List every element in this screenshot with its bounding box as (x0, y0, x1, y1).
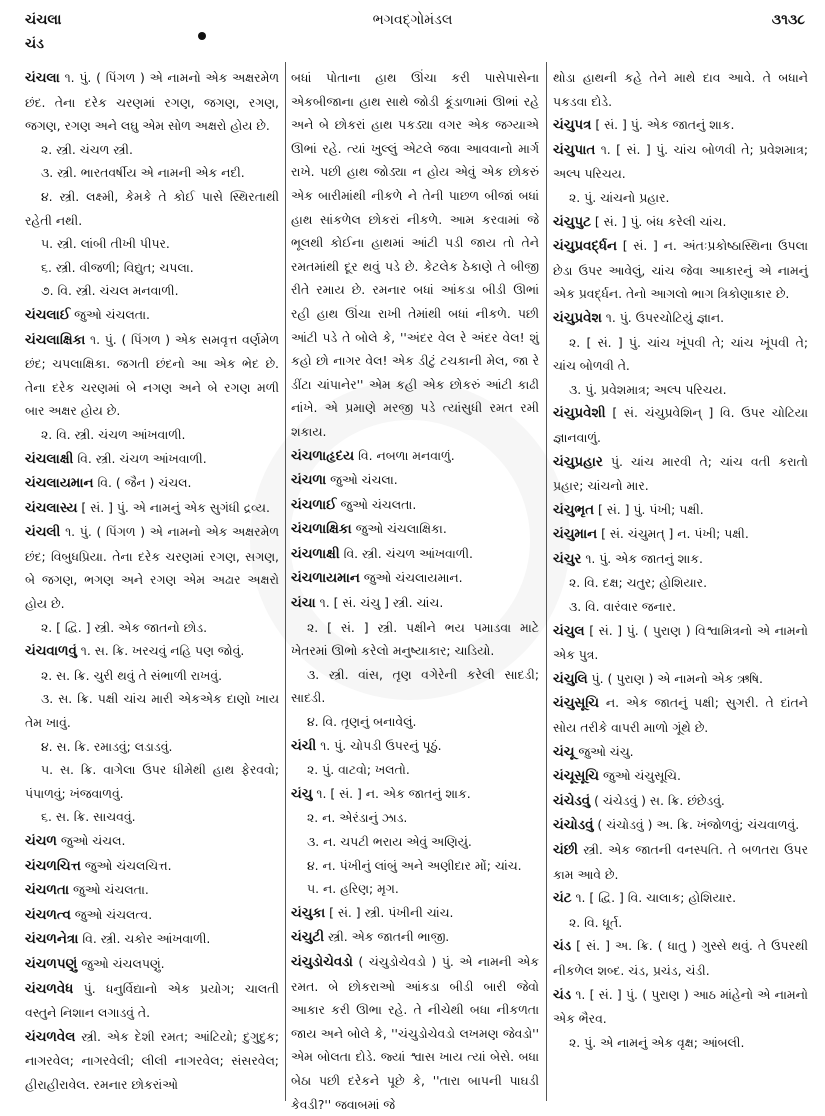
dictionary-entry (25, 878, 279, 903)
definition-text: ૧. પું. ( પિંગળ ) એ નામનો એક અક્ષરમેળ છંદ; વિબુધપ્રિયા. તેના દરેક ચરણમાં રગણ, સગણ, બે જગણ, ભગણ અને રગણ એમ અઢાર અક્ષરો હોય છે. (25, 524, 279, 612)
headword: ચંચુપ્રહાર (553, 454, 603, 470)
dictionary-entry (553, 764, 808, 789)
column-2 (291, 66, 539, 1116)
definition-text: ૧. [ સં. ] પું. ચાંચ બોળવી તે; પ્રવેશમાત્ર; અલ્પ પરિચય. (553, 141, 808, 182)
definition-text: ૧. [ સં. ચંચુ ] સ્ત્રી. ચાંચ. (319, 595, 444, 611)
definition-text: ૧. પું. ચોપડી ઉપરનું પૂઠું. (320, 737, 442, 753)
headword: ચંચળાઈ (291, 497, 337, 513)
dictionary-entry (553, 306, 808, 331)
entry-sense (553, 1031, 808, 1055)
headword: ચંચેડવું (553, 793, 591, 809)
headword: ચંચુપત્ર (553, 118, 592, 134)
headword: ચંચળા (291, 473, 327, 489)
dictionary-entry (291, 444, 539, 469)
entry-sense (553, 66, 808, 113)
headword: ચંચલી (25, 525, 61, 541)
entry-sense (25, 185, 279, 232)
headword: ચંચુપુટ (553, 214, 591, 230)
dictionary-entry (25, 496, 279, 521)
dictionary-entry (553, 983, 808, 1031)
definition-text: જુઓ ચંચલાયમાન. (363, 570, 463, 586)
entry-sense (25, 138, 279, 162)
dictionary-entry (25, 447, 279, 472)
definition-text: [ સં. ] પું. બંધ કરેલી ચાંચ. (594, 213, 727, 229)
dictionary-entry (291, 782, 539, 807)
headword: ચંચુલ (553, 623, 585, 639)
dictionary-entry (553, 522, 808, 547)
dictionary-entry (553, 886, 808, 911)
entry-sense (25, 256, 279, 280)
headword: ચંચૂ (553, 744, 575, 760)
headword: ચંચુટી (291, 930, 325, 946)
definition-text: જુઓ ચંચલા. (330, 472, 398, 488)
headword: ચંચળતા (25, 883, 70, 899)
headword: ચંચવાળવું (25, 644, 77, 660)
headword: ચંચલાક્ષિકા (25, 332, 86, 348)
column-3 (553, 66, 808, 1054)
headword: ચંચુપ્રવેશી (553, 406, 606, 422)
definition-text: [ સં. ચંચુમત્ ] ન. પંખી; પક્ષી. (601, 526, 749, 542)
definition-text: ૧. [ સં. ] ન. એક જાતનું શાક. (316, 785, 471, 801)
dictionary-entry (553, 789, 808, 814)
definition-text: ૨. પું. એ નામનું એક વૃક્ષ; આંબલી. (569, 1034, 745, 1050)
headword: ચંચુપ્રવેશ (553, 310, 602, 326)
headword: ચંચુર (553, 551, 582, 567)
headword: ચંચળાયમાન (291, 571, 360, 587)
definition-text: ૪. વિ. તૃણનું બનાવેલું. (307, 714, 417, 730)
dictionary-entry (25, 471, 279, 496)
headword: ચંચલાઈ (25, 307, 71, 323)
definition-text: [ સં. ] સ્ત્રી. પંખીની ચાંચ. (329, 904, 454, 920)
dictionary-entry (291, 542, 539, 567)
page-title: ભગવદ્ગોમંડલ (372, 12, 453, 28)
column-divider (546, 62, 547, 1101)
definition-text: ૩. સ. ક્રિ. પક્ષી ચાંચ મારી એકએક દાણો ખાય તેમ ખાવું. (25, 691, 279, 731)
definition-text: [ સં. ] ન. અંતઃપ્રકોષ્ઠાસ્થિના ઉપલા છેડા ઉપર આવેલું, ચાંચ જેવા આકારનું એ નામનું એક પ્રવર્દ્ધન. તેનો આગલો ભાગ ત્રિકોણાકાર છે. (553, 238, 808, 302)
definition-text: વિ. સ્ત્રી. ચંચળ આંખવાળી. (343, 545, 473, 561)
dictionary-entry (25, 303, 279, 328)
dictionary-entry (25, 1025, 279, 1097)
definition-text: [ સં. ચંચુપ્રવેશિન્ ] વિ. ઉપર ચોટિયા જ્ઞાનવાળું. (553, 405, 808, 445)
headword: ચંચુ (291, 786, 313, 802)
entry-sense (291, 877, 539, 901)
definition-text: બધાં પોતાના હાથ ઊંચા કરી પાસેપાસેના એકબીજાના હાથ સાથે જોડી કૂંડાળામાં ઊભાં રહે અને બે છોકરાં હાથ પકડ્યા વગર એક જગ્યાએ ઊભાં રહે. ત્યાં ખુલ્લું એટલે જવા આવવાનો માર્ગ રાખે. પછી હાથ જોડ્યા ન હોય એવું એક છોકરું એક બારીમાંથી નીકળે ને તેની પાછળ બીજાં બધાં હાથ સાંકળેલ છોકરાં નીકળે. આમ કરવામાં જે ભૂલથી કોઈના હાથમાં આંટી પડી જાય તો તેને રમતમાંથી દૂર થવું પડે છે. કેટલેક ઠેકાણે તે બીજી રીતે રમાય છે. રમનાર બધાં આંકડા બીડી ઊભાં રહી હાથ ઊંચા રાખી તેમાંથી બધાં નીકળે. પછી આંટી પડે તે બોલે કે, ''અંદર વેલ રે અંદર વેલ! શું કહો છો નાગર વેલ! એક ડીટું ટચકાની મેલ, જા રે ડીંટા ચાંપાનેર'' એમ કહી એક છોકરું આંટી કાઢી નાંખે. એ પ્રમાણે મરજી પડે ત્યાંસુધી રમત રમી શકાય. (291, 70, 539, 439)
definition-text: [ સં. ] પું. પંખી; પક્ષી. (597, 501, 704, 517)
definition-text: ૬. સ્ત્રી. વીજળી; વિદ્યુત; ચપલા. (41, 259, 194, 275)
definition-text: ૧. પું. ઉપરચોટિયું જ્ઞાન. (605, 309, 725, 325)
headword: ચંડ (553, 939, 572, 955)
headword: ચંચી (291, 738, 317, 754)
definition-text: વિ. સ્ત્રી. ચકોર આંખવાળી. (82, 931, 211, 947)
entry-sense (553, 571, 808, 595)
definition-text: ૪. ન. પંખીનું લાંબું અને અણીદાર મોં; ચાંચ. (307, 857, 522, 873)
entry-sense (291, 854, 539, 878)
definition-text: [ સં. ] પું. એ નામનું એક સુગંધી દ્રવ્ય. (81, 499, 270, 515)
headword: ચંચળાક્ષી (291, 546, 340, 562)
definition-text: ૩. સ્ત્રી. ભારતવર્ષીય એ નામની એક નદી. (41, 165, 245, 181)
headword: ચંચોડવું (553, 818, 594, 834)
headword: ચંચળ (25, 834, 57, 849)
definition-text: ૨. પું. વાટવો; ખલતો. (307, 762, 410, 778)
definition-text: ( ચંચોડવું ) અ. ક્રિ. ખંજોળવું; ચંચવાળવું. (597, 817, 800, 833)
definition-text: ૧. [ દ્વિ. ] વિ. ચાલાક; હોશિયાર. (575, 890, 737, 906)
definition-text: ન. એક જાતનું પક્ષી; સુગરી. તે દાંતને સોય તરીકે વાપરી માળો ગૂંથે છે. (553, 695, 808, 736)
page-number: ૩૧૩૮ (771, 12, 805, 28)
headword: ચંચુલિ (553, 671, 588, 687)
dictionary-entry (291, 591, 539, 616)
definition-text: ૨. [ દ્વિ. ] સ્ત્રી. એક જાતનો છોડ. (41, 619, 208, 635)
entry-sense (25, 279, 279, 303)
dictionary-entry (25, 927, 279, 952)
definition-text: ૩. ન. ચપટી ભરાય એવું અણિયું. (307, 834, 472, 849)
entry-sense (553, 378, 808, 402)
definition-text: સ્ત્રી. એક દેશી રમત; આંટિયો; દુગુદુક; નાગરવેલ; નાગરવેલી; લીલી નાગરવેલ; સંસરવેલ; હીરાહીરાવેલ. રમનાર છોકરાંઓ (25, 1028, 279, 1092)
entry-sense (25, 232, 279, 256)
entry-sense (291, 830, 539, 854)
definition-text: પું. ધનુર્વિદ્યાનો એક પ્રયોગ; ચાલતી વસ્તુને નિશાન લગાડવું તે. (25, 980, 279, 1021)
definition-text: જુઓ ચંચલ. (60, 833, 126, 848)
headword: ચંચૂસૂચિ (553, 769, 600, 785)
headword: ચંચા (291, 596, 316, 612)
definition-text: ૨. પું. ચાંચનો પ્રહાર. (569, 189, 670, 205)
definition-text: ૨. [ સં. ] સ્ત્રી. પક્ષીને ભય પમાડવા માટે ખેતરમાં ઊભો કરેલો મનુષ્યાકાર; ચાડિયો. (291, 619, 539, 659)
dictionary-entry (25, 520, 279, 615)
dictionary-entry (553, 619, 808, 667)
headword: ચંચળપણું (25, 956, 78, 972)
headword: ચંછી (553, 843, 578, 858)
definition-text: વિ. સ્ત્રી. ચંચળ આંખવાળી. (77, 450, 207, 466)
dictionary-entry (553, 450, 808, 498)
dictionary-entry (553, 498, 808, 523)
headword: ચંચલાસ્ય (25, 500, 78, 516)
entry-sense (25, 735, 279, 759)
entry-sense (291, 806, 539, 830)
definition-text: ૨. વિ. ધૂર્ત. (569, 914, 623, 930)
headword: ચંચુડોચેવડો (291, 954, 353, 970)
definition-text: ૪. સ્ત્રી. લક્ષ્મી, કેમકે તે કોઈ પાસે સ્થિરતાથી રહેતી નથી. (25, 188, 279, 228)
entry-sense (291, 758, 539, 782)
definition-text: [ સં. ] પું. એક જાતનું શાક. (595, 117, 735, 133)
headword: ચંચલાયમાન (25, 476, 94, 492)
dictionary-entry (553, 401, 808, 449)
dictionary-entry (291, 517, 539, 542)
definition-text: ૧. સ. ક્રિ. ખરચવું નહિ પણ જોવું. (80, 643, 245, 659)
dictionary-entry (553, 113, 808, 138)
definition-text: જુઓ ચંચલતા. (72, 882, 149, 898)
headword: ચંચુમાન (553, 527, 598, 543)
entry-sense (25, 758, 279, 805)
headword: ચંડ (553, 987, 572, 1003)
definition-text: ૩. પું. પ્રવેશમાત્ર; અલ્પ પરિચય. (569, 381, 727, 397)
definition-text: ૨. વિ. સ્ત્રી. ચંચળ આંખવાળી. (41, 426, 186, 442)
entry-sense (553, 186, 808, 210)
dictionary-entry (553, 740, 808, 765)
headword: ચંચલા (25, 71, 60, 86)
dictionary-entry (553, 667, 808, 692)
headword: ચંટ (553, 891, 572, 907)
headword: ચંચળચિત્ત (25, 858, 81, 874)
definition-text: ૬. સ. ક્રિ. સાચવવું. (41, 809, 136, 825)
definition-text: જુઓ ચંચલતા. (74, 306, 150, 322)
definition-text: જુઓ ચંચલતા. (340, 496, 417, 512)
headword: ચંચુપ્રવર્દ્ધન (553, 239, 617, 255)
definition-text: ( ચંચુડોચેવડો ) પું. એ નામની એક રમત. બે છોકરાઓ આંકડા બીડી બારી જેવો આકાર કરી ઊભા રહે. તે નીચેથી બધા નીકળતા જાય અને બોલે કે, ''ચંચુડોચેવડો લખમણ જેવડો'' એમ બોલતા દોડે. જ્યાં શ્વાસ ખાય ત્યાં બેસે. બધા બેઠા પછી દરેકને પૂછે કે, ''તારા બાપની પાઘડી કેવડી?'' જવાબમાં જે (291, 953, 539, 1112)
definition-text: સ્ત્રી. એક જાતની ભાજી. (328, 929, 450, 945)
guide-word-bottom: ચંડ (25, 36, 44, 52)
definition-text: જુઓ ચંચુ. (578, 743, 634, 759)
definition-text: પું. ચાંચ મારવી તે; ચાંચ વતી કરાતો પ્રહાર; ચાંચનો માર. (553, 453, 808, 494)
definition-text: ૩. વિ. વારંવાર જનાર. (569, 599, 677, 615)
headword: ચંચુપાત (553, 142, 596, 158)
definition-text: ( ચંચેડવું ) સ. ક્રિ. છંછેડવું. (594, 792, 725, 808)
definition-text: પું. ( પુરાણ ) એ નામનો એક ઋષિ. (591, 670, 763, 686)
dictionary-entry (553, 138, 808, 186)
dictionary-entry (553, 838, 808, 886)
entry-sense (291, 66, 539, 444)
definition-text: ૧. પું. ( પિંગળ ) એ નામનો એક અક્ષરમેળ છંદ. તેના દરેક ચરણમાં રગણ, જગણ, રગણ, જગણ, રગણ અને લઘુ એમ સોળ અક્ષરો હોય છે. (25, 70, 279, 134)
definition-text: ૧. [ સં. ] પું. ( પુરાણ ) આઠ માંહેનો એ નામનો એક ભૈરવ. (553, 986, 808, 1027)
definition-text: ૨. સ. ક્રિ. ચુરી થવું તે સંભાળી રાખવું. (41, 667, 223, 683)
definition-text: જુઓ ચંચલત્વ. (74, 906, 153, 922)
headword: ચંચુકા (291, 905, 326, 921)
guide-word-top: ચંચલા (25, 12, 62, 28)
entry-sense (553, 911, 808, 935)
dictionary-entry (553, 813, 808, 838)
headword: ચંચળત્વ (25, 907, 71, 923)
definition-text: જુઓ ચંચુસૂચિ. (602, 768, 681, 784)
dictionary-entry (553, 691, 808, 739)
entry-sense (25, 161, 279, 185)
definition-text: સ્ત્રી. એક જાતની વનસ્પતિ. તે બળતરા ઉપર કામ આવે છે. (553, 842, 808, 882)
definition-text: વિ. ( જૈન ) ચંચલ. (97, 475, 192, 491)
definition-text: ૩. સ્ત્રી. વાંસ, તૃણ વગેરેની કરેલી સાદડી; સાદડી. (291, 666, 539, 706)
dictionary-entry (25, 854, 279, 879)
dictionary-entry (553, 210, 808, 235)
column-1 (25, 66, 279, 1097)
entry-sense (25, 616, 279, 640)
headword: ચંચુસૂચિ (553, 696, 600, 712)
headword: ચંચળવેલ (25, 1029, 76, 1045)
definition-text: જુઓ ચંચલાક્ષિકા. (355, 521, 447, 537)
dictionary-entry (25, 829, 279, 854)
entry-sense (291, 616, 539, 663)
entry-sense (25, 805, 279, 829)
definition-text: ૨. સ્ત્રી. ચંચળ સ્ત્રી. (41, 141, 133, 157)
headword: ચંચળાક્ષિકા (291, 522, 352, 538)
dictionary-entry (553, 547, 808, 572)
headword: ચંચળાહૃદય (291, 448, 355, 464)
column-divider (285, 62, 286, 1101)
dictionary-entry (291, 468, 539, 493)
entry-sense (25, 423, 279, 447)
definition-text: ૪. સ. ક્રિ. રમાડવું; લડાડવું. (41, 738, 173, 754)
dictionary-entry (291, 950, 539, 1116)
entry-sense (291, 663, 539, 710)
dictionary-entry (553, 934, 808, 982)
definition-text: ૫. સ. ક્રિ. વાગેલા ઉપર ધીમેથી હાથ ફેરવવો; પંપાળવું; ખંજવાળવું. (25, 762, 279, 801)
definition-text: થોડા હાથની કહે તેને માથે દાવ આવે. તે બધાને પકડવા દોડે. (553, 70, 808, 109)
definition-text: ૫. સ્ત્રી. લાંબી તીખી પીપર. (41, 236, 170, 252)
dictionary-entry (291, 566, 539, 591)
definition-text: ૧. પું. એક જાતનું શાક. (585, 550, 703, 566)
ink-dot (198, 32, 206, 40)
definition-text: ૧. પું. ( પિંગળ ) એક સમવૃત્ત વર્ણમેળ છંદ; ચપલાક્ષિકા. જગતી છંદનો આ એક ભેદ છે. તેના દરેક ચરણમાં બે નગણ અને બે રગણ મળી બાર અક્ષર હોય છે. (25, 331, 279, 419)
definition-text: ૨. [ સં. ] પું. ચાંચ ખૂંપવી તે; ચાંચ ખૂંપવી તે; ચાંચ બોળવી તે. (553, 334, 808, 374)
headword: ચંચળવેધ (25, 981, 74, 997)
dictionary-entry (25, 66, 279, 138)
definition-text: જુઓ ચંચલચિત્ત. (84, 857, 172, 873)
headword: ચંચુભૃત (553, 502, 595, 518)
headword: ચંચળનેત્રા (25, 932, 79, 948)
dictionary-entry (25, 903, 279, 928)
dictionary-entry (25, 952, 279, 977)
entry-sense (25, 664, 279, 688)
definition-text: જુઓ ચંચલપણું. (81, 955, 165, 971)
entry-sense (25, 687, 279, 734)
dictionary-entry (291, 925, 539, 950)
entry-sense (553, 331, 808, 378)
entry-sense (291, 710, 539, 734)
definition-text: વિ. નબળા મનવાળું. (358, 447, 455, 463)
headword: ચંચલાક્ષી (25, 451, 74, 467)
definition-text: [ સં. ] અ. ક્રિ. ( ધાતુ ) ગુસ્સે થવું. તે ઉપરથી નીકળેલ શબ્દ. ચંડ, પ્રચંડ, ચંડી. (553, 938, 808, 978)
dictionary-entry (553, 234, 808, 306)
definition-text: ૫. ન. હરિણ; મૃગ. (307, 881, 399, 897)
dictionary-entry (291, 734, 539, 759)
definition-text: [ સં. ] પું. ( પુરાણ ) વિશ્વામિત્રનો એ નામનો એક પુત્ર. (553, 622, 808, 663)
definition-text: ૨. વિ. દક્ષ; ચતુર; હોશિયાર. (569, 575, 708, 591)
definition-text: ૭. વિ. સ્ત્રી. ચંચલ મનવાળી. (41, 283, 179, 299)
dictionary-entry (25, 977, 279, 1025)
definition-text: ૨. ન. એરંડાનું ઝાડ. (307, 810, 408, 826)
dictionary-entry (291, 493, 539, 518)
entry-sense (553, 595, 808, 619)
dictionary-entry (25, 639, 279, 664)
dictionary-entry (291, 901, 539, 926)
dictionary-entry (25, 328, 279, 423)
